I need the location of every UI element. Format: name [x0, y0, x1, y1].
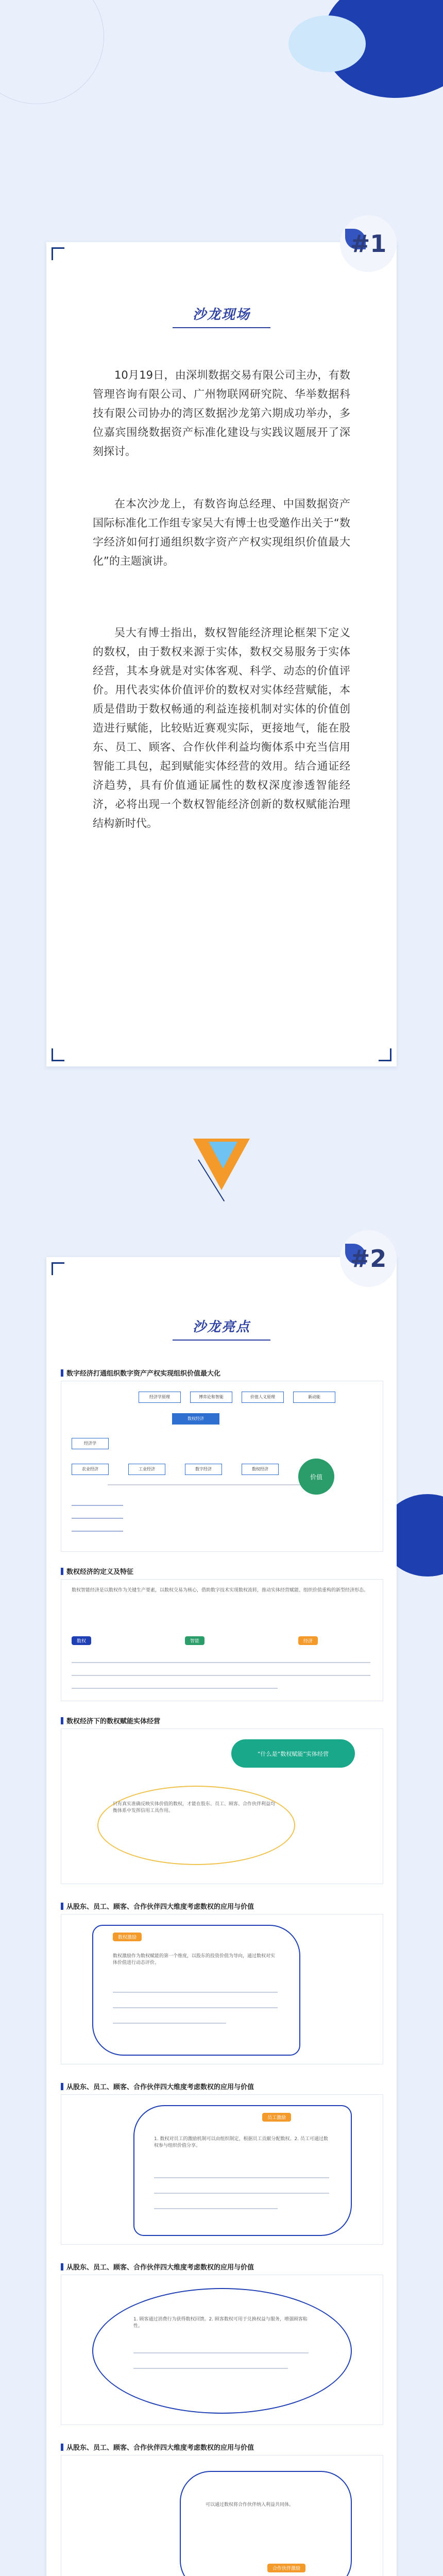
- slide5-tag: 员工激励: [262, 2113, 291, 2122]
- section1-card: [46, 230, 397, 1066]
- slide4-tag: 数权激励: [113, 1933, 142, 1941]
- slide2-text: 数权智能经济是以数权作为关键生产要素，以数权交易为核心，借助数字技术实现数权流转，推动实体经营赋能、组织价值重构的新型经济形态。: [72, 1588, 369, 1593]
- slide4-text: 数权激励作为数权赋能的第一个维度，以股东的投资价值为导向，通过数权对实体价值进行动态评价。: [113, 1954, 276, 1965]
- slide1-heading: 数字经济打通组织数字资产产权实现组织价值最大化: [61, 1368, 220, 1378]
- section2-title: 沙龙亮点: [46, 1316, 397, 1341]
- diagram-node: 新动能: [293, 1392, 335, 1403]
- section1-title: 沙龙现场: [46, 304, 397, 328]
- section1-paragraph-3: 吴大有博士指出，数权智能经济理论框架下定义的数权，由于数权来源于实体，数权交易服务于实体经营，其本身就是对实体客观、科学、动态的价值评价。用代表实体价值评价的数权对实体经营赋能，本质是借助于数权畅通的利益连接机制对实体的价值创造进行赋能，比较贴近赛观实际，更接地气，能在股东、员工、顾客、合作伙伴利益均衡体系中充当信用智能工具包，起到赋能实体经营的效用。结合通证经济趋势，具有价值通证属性的数权深度渗透智能经济，必将出现一个数权智能经济创新的数权赋能治理结构新时代。: [93, 626, 350, 829]
- bg-blob-top-right-light: [288, 15, 366, 72]
- slide6-box: [61, 2275, 383, 2425]
- slide3-box: [61, 1728, 383, 1884]
- slide7-heading: 从股东、员工、顾客、合作伙伴四大维度考虑数权的应用与价值: [61, 2442, 254, 2452]
- slide7-text: 可以通过数权将合作伙伴纳入利益共同体。: [206, 2502, 294, 2507]
- diagram-row-node: 农业经济: [72, 1464, 109, 1475]
- section1-badge: #1: [340, 215, 397, 272]
- diagram-value-circle: 价值: [298, 1459, 334, 1495]
- slide6-heading: 从股东、员工、顾客、合作伙伴四大维度考虑数权的应用与价值: [61, 2262, 254, 2272]
- slide4-box: [61, 1914, 383, 2064]
- slide5-text: 1. 数权对员工的激励机制可以由组织制定，根据员工贡献分配数权。2. 员工可通过数权参与组织价值分享。: [154, 2137, 328, 2148]
- section1-paragraph-1: 10月19日，由深圳数据交易有限公司主办，有数管理咨询有限公司、广州物联网研究院、华举数据科技有限公司协办的湾区数据沙龙第六期成功举办，多位嘉宾围绕数据资产标准化建设与实践议题展开了深刻探讨。: [93, 369, 350, 457]
- diagram-node-highlight: 数权经济: [172, 1413, 219, 1425]
- slide6-text: 1. 顾客通过消费行为获得数权回馈。2. 顾客数权可用于兑换权益与服务，增强顾客粘性。: [133, 2317, 308, 2329]
- diagram-node: 经济学原理: [139, 1392, 181, 1403]
- slide3-heading: 数权经济下的数权赋能实体经营: [61, 1716, 160, 1725]
- slide7-tag: 合作伙伴激励: [267, 2564, 305, 2572]
- slide2-box: [61, 1579, 383, 1701]
- bg-circle-top-left: [0, 0, 104, 104]
- slide5-heading: 从股东、员工、顾客、合作伙伴四大维度考虑数权的应用与价值: [61, 2081, 254, 2091]
- slide2-tag: 数权: [72, 1636, 91, 1645]
- diagram-row-node: 数字经济: [185, 1464, 222, 1475]
- slide7-box: [61, 2455, 383, 2576]
- diagram-row-node: 工业经济: [128, 1464, 165, 1475]
- diagram-node: 价值人义原理: [242, 1392, 284, 1403]
- diagram-row-node: 数权经济: [242, 1464, 279, 1475]
- slide3-bubble: “什么是“数权赋能”实体经营: [231, 1739, 355, 1768]
- section1-paragraph-2: 在本次沙龙上，有数咨询总经理、中国数据资产国际标准化工作组专家吴大有博士也受邀作出关于“数字经济如何打通组织数字资产产权实现组织价值最大化”的主题演讲。: [93, 498, 350, 567]
- triangle-divider: [193, 1139, 250, 1206]
- slide2-tag: 智能: [185, 1636, 205, 1645]
- slide2-heading: 数权经济的定义及特征: [61, 1566, 133, 1576]
- slide5-box: [61, 2094, 383, 2245]
- section2-badge: #2: [340, 1230, 397, 1287]
- slide4-heading: 从股东、员工、顾客、合作伙伴四大维度考虑数权的应用与价值: [61, 1901, 254, 1911]
- slide2-tag: 经济: [298, 1636, 318, 1645]
- diagram-node: 经济学: [72, 1438, 109, 1449]
- section2-card: [46, 1245, 397, 2576]
- diagram-node: 博弈论和智能: [190, 1392, 232, 1403]
- slide3-text: 只有真实准确反映实体价值的数权，才能在股东、员工、顾客、合作伙伴利益均衡体系中发挥信用工具作用。: [113, 1802, 276, 1814]
- slide1-diagram: [61, 1381, 383, 1552]
